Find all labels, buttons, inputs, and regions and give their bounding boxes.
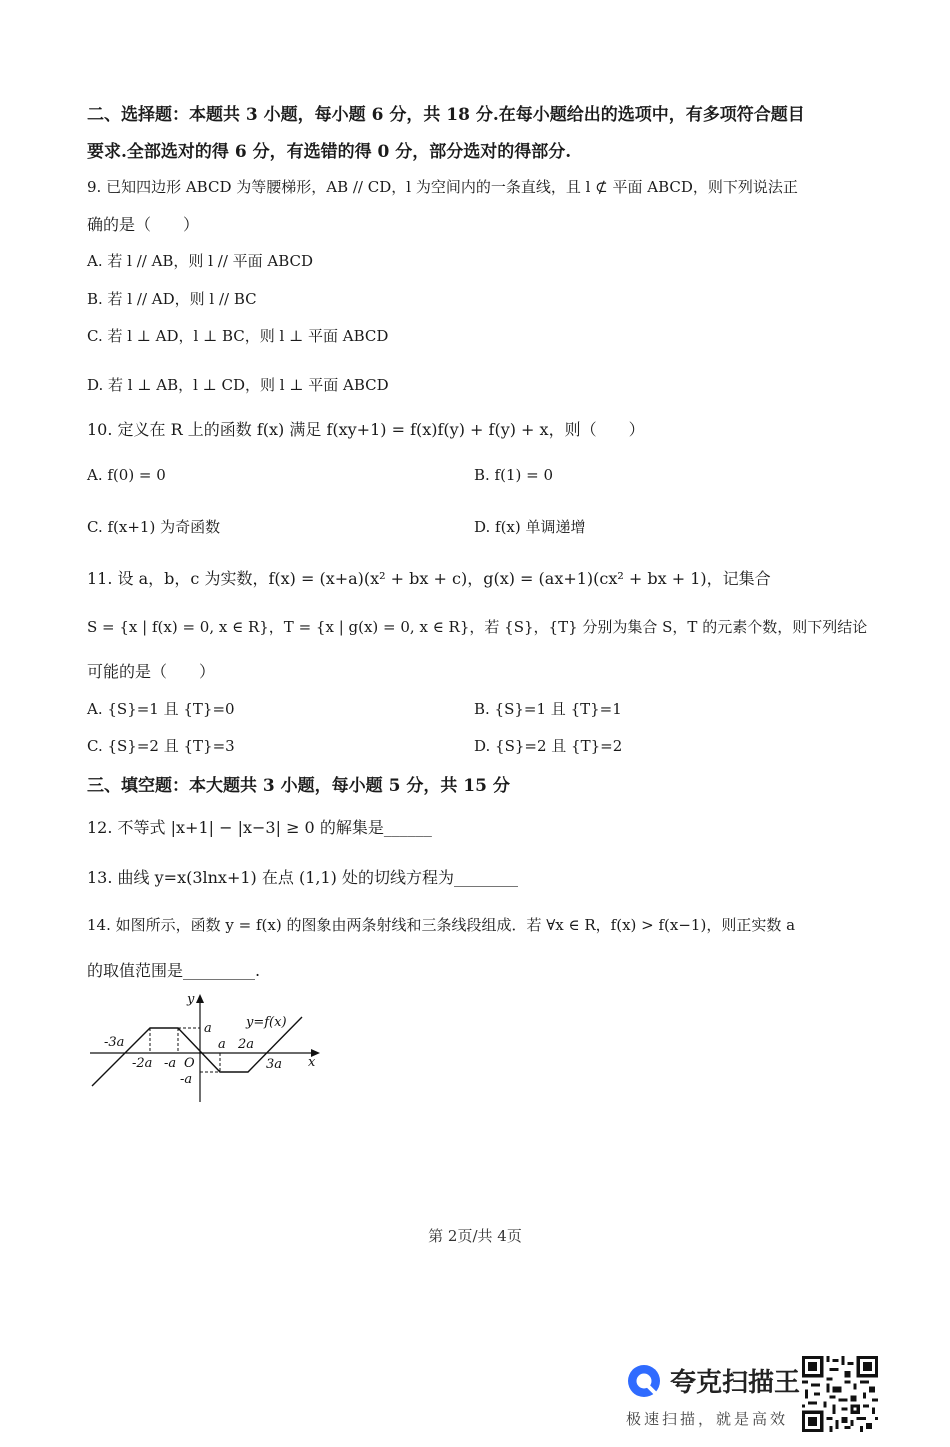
brand-name: 夸克扫描王 <box>670 1368 801 1398</box>
page-number: 第 2页/共 4页 <box>428 1227 522 1245</box>
q11-stem-line1: 11. 设 a，b，c 为实数，f(x) = (x+a)(x² + bx + c)，g(x) = (ax+1)(cx² + bx + 1)，记集合 <box>87 569 771 588</box>
label-neg2a: -2a <box>132 1056 153 1071</box>
q10-stem: 10. 定义在 R 上的函数 f(x) 满足 f(xy+1) = f(x)f(y) + f(y) + x，则（ ） <box>87 420 645 439</box>
section2-heading-line1: 二、选择题：本题共 3 小题，每小题 6 分，共 18 分.在每小题给出的选项中，有多项符合题目 <box>87 105 805 125</box>
label-nega: -a <box>164 1056 177 1071</box>
q10-option-d: D. f(x) 单调递增 <box>474 518 586 536</box>
qr-code-icon <box>802 1356 878 1432</box>
brand-slogan: 极速扫描，就是高效 <box>626 1410 789 1428</box>
function-label: y=f(x) <box>246 1015 287 1030</box>
q10-option-c: C. f(x+1) 为奇函数 <box>87 518 221 536</box>
label-origin: O <box>184 1056 195 1071</box>
q11-stem-line2: S = {x | f(x) = 0, x ∈ R}，T = {x | g(x) = 0, x ∈ R}，若 {S}，{T} 分别为集合 S，T 的元素个数，则下列结论 <box>87 618 868 636</box>
quark-logo-icon <box>626 1363 662 1399</box>
label-a: a <box>218 1037 226 1052</box>
q11-option-d: D. {S}=2 且 {T}=2 <box>474 737 623 755</box>
label-a-top: a <box>204 1021 212 1036</box>
q9-option-b: B. 若 l // AD，则 l // BC <box>87 290 257 308</box>
q9-option-a: A. 若 l // AB，则 l // 平面 ABCD <box>87 252 314 270</box>
section2-heading-line2: 要求.全部选对的得 6 分，有选错的得 0 分，部分选对的得部分. <box>87 142 572 162</box>
q9-option-c: C. 若 l ⊥ AD，l ⊥ BC，则 l ⊥ 平面 ABCD <box>87 327 389 345</box>
label-3a: 3a <box>266 1057 283 1072</box>
label-2a: 2a <box>238 1037 255 1052</box>
q10-option-a: A. f(0) = 0 <box>87 466 166 484</box>
x-axis-label: x <box>308 1055 316 1070</box>
q9-stem-line2: 确的是（ ） <box>87 215 200 234</box>
question-12: 12. 不等式 |x+1| − |x−3| ≥ 0 的解集是______ <box>87 818 432 837</box>
q14-line1: 14. 如图所示，函数 y = f(x) 的图象由两条射线和三条线段组成．若 ∀x ∈ R，f(x) > f(x−1)，则正实数 a <box>87 916 796 934</box>
label-nega-y: -a <box>180 1072 193 1087</box>
q11-option-a: A. {S}=1 且 {T}=0 <box>87 700 235 718</box>
q10-option-b: B. f(1) = 0 <box>474 466 554 484</box>
y-axis-arrow-icon <box>196 994 204 1003</box>
q9-option-d: D. 若 l ⊥ AB，l ⊥ CD，则 l ⊥ 平面 ABCD <box>87 376 389 394</box>
q11-stem-line3: 可能的是（ ） <box>87 662 216 681</box>
q11-option-b: B. {S}=1 且 {T}=1 <box>474 700 622 718</box>
label-neg3a: -3a <box>104 1035 125 1050</box>
q14-line2: 的取值范围是_________. <box>87 961 261 980</box>
section3-heading: 三、填空题：本大题共 3 小题，每小题 5 分，共 15 分 <box>87 776 510 796</box>
question-13: 13. 曲线 y=x(3lnx+1) 在点 (1,1) 处的切线方程为________ <box>87 868 518 887</box>
q9-stem-line1: 9. 已知四边形 ABCD 为等腰梯形，AB // CD，l 为空间内的一条直线，且 l ⊄ 平面 ABCD，则下列说法正 <box>87 178 798 196</box>
function-graph <box>88 990 328 1105</box>
q11-option-c: C. {S}=2 且 {T}=3 <box>87 737 235 755</box>
y-axis-label: y <box>187 992 195 1007</box>
